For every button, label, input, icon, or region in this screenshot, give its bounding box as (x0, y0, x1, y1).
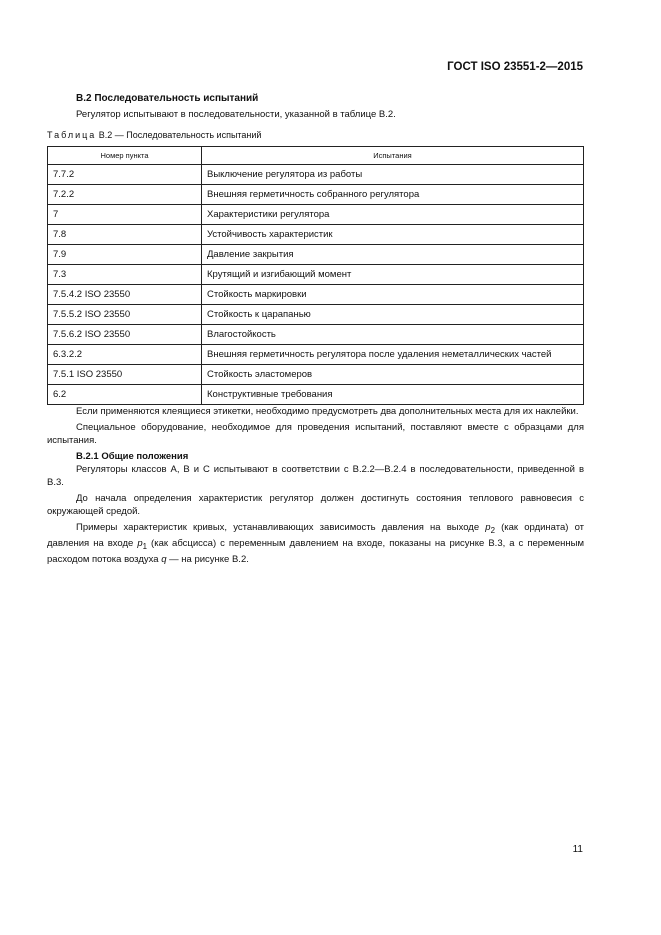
cell-test: Стойкость эластомеров (202, 365, 584, 385)
cell-test: Влагостойкость (202, 325, 584, 345)
section-intro: Регулятор испытывают в последовательности, указанной в таблице В.2. (76, 109, 396, 120)
table-row (48, 225, 584, 245)
table-row (48, 245, 584, 265)
cell-test: Стойкость к царапанью (202, 305, 584, 325)
cell-test: Характеристики регулятора (202, 205, 584, 225)
curves-text-c: (как абсцисса) с переменным давлением на входе, показаны на рисунке В.3, а с переменным расходом потока воздуха (47, 537, 584, 565)
column-header-clause: Номер пункта (48, 147, 202, 165)
table-row (48, 305, 584, 325)
cell-clause: 7.7.2 (48, 165, 202, 185)
cell-clause: 7.3 (48, 265, 202, 285)
cell-clause: 7.5.4.2 ISO 23550 (48, 285, 202, 305)
table-row (48, 285, 584, 305)
document-code-header: ГОСТ ISO 23551-2—2015 (447, 61, 583, 73)
table-row (48, 165, 584, 185)
cell-clause: 7.5.5.2 ISO 23550 (48, 305, 202, 325)
table-row (48, 365, 584, 385)
section-title: В.2 Последовательность испытаний (76, 93, 259, 104)
table-row (48, 345, 584, 365)
cell-clause: 7.8 (48, 225, 202, 245)
curves-text-b: (как ордината) от давления на входе (47, 522, 584, 549)
cell-test: Внешняя герметичность регулятора после удаления неметаллических частей (202, 345, 584, 365)
paragraph-equipment: Специальное оборудование, необходимое для проведения испытаний, поставляют вместе с образцами для испытания. (47, 422, 584, 446)
var-p-inlet: p (137, 537, 143, 549)
column-header-tests: Испытания (202, 147, 584, 165)
table-caption-prefix: Таблица (47, 130, 97, 140)
table-caption (47, 130, 261, 140)
cell-test: Давление закрытия (202, 245, 584, 265)
curves-text-a: Примеры характеристик кривых, устанавливающих зависимость давления на выходе (76, 522, 486, 533)
page-number: 11 (572, 844, 583, 855)
paragraph-thermal: До начала определения характеристик регулятор должен достигнуть состояния теплового равновесия с окружающей средой. (47, 493, 584, 517)
table-row (48, 265, 584, 285)
cell-test: Стойкость маркировки (202, 285, 584, 305)
cell-test: Внешняя герметичность собранного регулятора (202, 185, 584, 205)
body-text (47, 405, 584, 566)
cell-clause: 6.2 (48, 385, 202, 405)
cell-clause: 7.2.2 (48, 185, 202, 205)
table-header-row (48, 147, 584, 165)
sub-1: 1 (142, 541, 148, 551)
table-caption-text: В.2 — Последовательность испытаний (96, 130, 262, 140)
table-row (48, 185, 584, 205)
cell-clause: 7.5.1 ISO 23550 (48, 365, 202, 385)
var-p-outlet: p (485, 522, 491, 533)
paragraph-curves (47, 521, 584, 566)
sub-2: 2 (490, 525, 495, 535)
cell-test: Устойчивость характеристик (202, 225, 584, 245)
paragraph-labels: Если применяются клеящиеся этикетки, необходимо предусмотреть два дополнительных места для их наклейки. (76, 406, 579, 417)
curves-text-d: — на рисунке В.2. (166, 553, 249, 565)
var-q-flow: q (161, 553, 167, 565)
cell-clause: 7.5.6.2 ISO 23550 (48, 325, 202, 345)
paragraph-classes: Регуляторы классов А, В и С испытывают в соответствии с В.2.2—В.2.4 в последовательности, приведенной в В.3. (47, 464, 584, 488)
cell-test: Выключение регулятора из работы (202, 165, 584, 185)
subsection-title: В.2.1 Общие положения (76, 451, 189, 462)
table-row (48, 325, 584, 345)
cell-clause: 7.9 (48, 245, 202, 265)
cell-test: Крутящий и изгибающий момент (202, 265, 584, 285)
table-row (48, 205, 584, 225)
tests-sequence-table (47, 146, 584, 405)
cell-clause: 7 (48, 205, 202, 225)
table-row (48, 385, 584, 405)
cell-test: Конструктивные требования (202, 385, 584, 405)
cell-clause: 6.3.2.2 (48, 345, 202, 365)
